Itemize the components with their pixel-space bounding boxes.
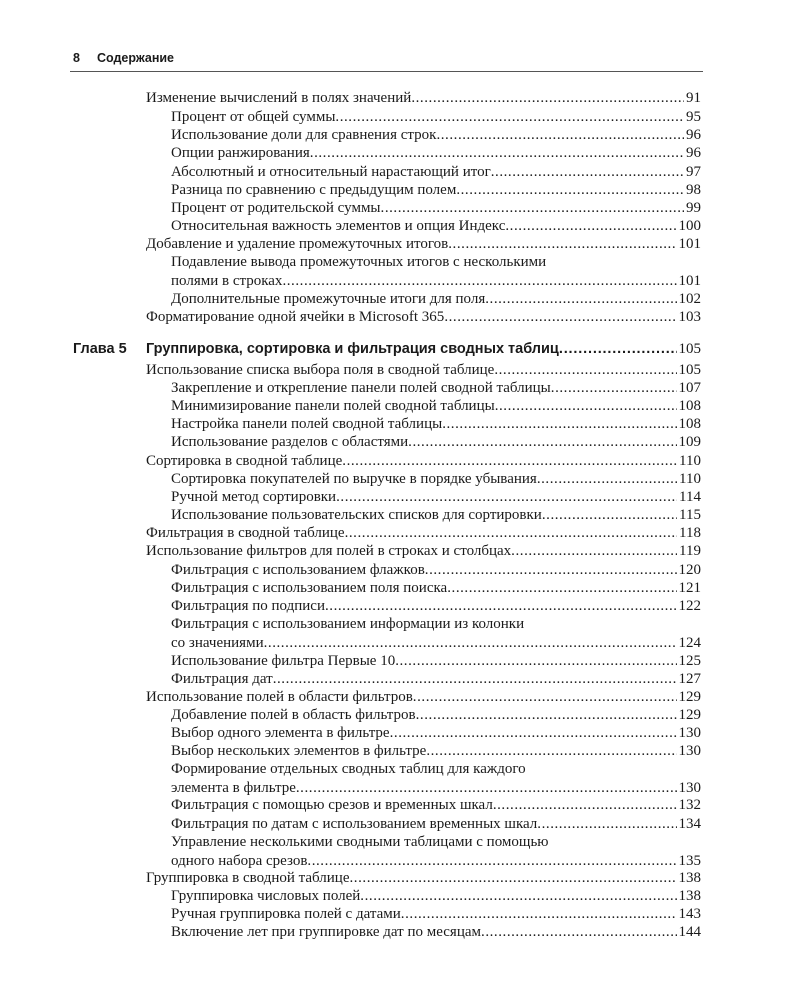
leader-dots <box>456 181 684 200</box>
leader-dots <box>336 488 677 507</box>
leader-dots <box>495 397 677 416</box>
toc-entry-title: Фильтрация по датам с использованием временных шкал <box>171 816 538 832</box>
toc-entry <box>146 542 701 561</box>
toc-entry <box>171 163 701 182</box>
toc-entry-page: 102 <box>678 291 701 307</box>
leader-dots <box>350 869 677 888</box>
toc-entry-title: Выбор нескольких элементов в фильтре <box>171 743 427 759</box>
leader-dots <box>494 361 676 380</box>
toc-entry-page: 129 <box>678 707 701 723</box>
toc-entry-title: Фильтрация с использованием поля поиска <box>171 580 448 596</box>
toc-entry <box>146 308 701 327</box>
leader-dots <box>493 796 677 815</box>
toc-entry-page: 115 <box>679 507 701 523</box>
toc-entry <box>171 217 701 236</box>
page-number: 8 <box>73 51 80 65</box>
toc-entry <box>171 652 701 671</box>
toc-entry <box>171 506 701 525</box>
toc-entry-page: 103 <box>678 309 701 325</box>
toc-entry-title: Использование доли для сравнения строк <box>171 127 437 143</box>
toc-entry <box>171 905 701 924</box>
leader-dots <box>481 923 676 942</box>
toc-entry-page: 132 <box>678 797 701 813</box>
leader-dots <box>342 452 677 471</box>
toc-entry-title: Использование фильтров для полей в строках и столбцах <box>146 543 512 559</box>
toc-entry <box>171 670 701 689</box>
toc-entry <box>171 579 701 598</box>
leader-dots <box>273 670 677 689</box>
toc-entry-page: 143 <box>678 906 701 922</box>
chapter-page: 105 <box>678 341 701 357</box>
toc-entry-page: 135 <box>678 853 701 869</box>
toc-entry-title: Группировка числовых полей <box>171 888 361 904</box>
toc-entry-page: 138 <box>678 870 701 886</box>
toc-entry <box>146 524 701 543</box>
toc-entry-page: 130 <box>678 780 701 796</box>
toc-entry <box>171 415 701 434</box>
toc-entry <box>171 144 701 163</box>
toc-entry-title: Сортировка покупателей по выручке в порядке убывания <box>171 471 537 487</box>
toc-entry <box>171 742 701 761</box>
toc-entry-page: 118 <box>679 525 701 541</box>
leader-dots <box>511 542 677 561</box>
toc-entry-title: Группировка в сводной таблице <box>146 870 350 886</box>
leader-dots <box>444 308 676 327</box>
toc-entry <box>171 488 701 507</box>
leader-dots <box>390 724 677 743</box>
toc-entry-title: Фильтрация в сводной таблице <box>146 525 345 541</box>
toc-entry-page: 119 <box>679 543 701 559</box>
toc-entry-title: со значениями <box>171 635 264 651</box>
leader-dots <box>491 163 684 182</box>
leader-dots <box>447 579 676 598</box>
toc-entry <box>171 887 701 906</box>
toc-entry-page: 99 <box>686 200 701 216</box>
leader-dots <box>551 379 677 398</box>
leader-dots <box>282 272 676 291</box>
toc-entry <box>171 470 701 489</box>
toc-entry-page: 144 <box>678 924 701 940</box>
leader-dots <box>413 688 677 707</box>
toc-entry <box>171 706 701 725</box>
leader-dots <box>310 144 684 163</box>
toc-entry-title: Включение лет при группировке дат по месяцам <box>171 924 482 940</box>
leader-dots <box>411 89 684 108</box>
toc-entry <box>171 433 701 452</box>
toc-entry <box>171 379 701 398</box>
toc-entry <box>171 724 701 743</box>
chapter-entry <box>146 340 701 359</box>
toc-entry <box>171 923 701 942</box>
toc-entry-page: 134 <box>678 816 701 832</box>
running-title: Содержание <box>97 51 175 65</box>
leader-dots <box>505 217 676 236</box>
toc-entry-page: 129 <box>678 689 701 705</box>
leader-dots <box>381 199 684 218</box>
toc-entry-page: 101 <box>678 273 701 289</box>
toc-entry-page: 124 <box>678 635 701 651</box>
toc-entry <box>171 290 701 309</box>
leader-dots <box>442 415 676 434</box>
toc-entry-title: Использование фильтра Первые 10 <box>171 653 396 669</box>
toc-entry-title: Фильтрация с помощью срезов и временных шкал <box>171 797 493 813</box>
toc-entry-title: Использование пользовательских списков для сортировки <box>171 507 542 523</box>
toc-entry-page: 91 <box>686 90 701 106</box>
toc-entry-page: 125 <box>678 653 701 669</box>
toc-entry-title-line1: Формирование отдельных сводных таблиц для каждого <box>171 761 526 777</box>
toc-entry-title: Процент от родительской суммы <box>171 200 381 216</box>
leader-dots <box>436 126 684 145</box>
leader-dots <box>559 340 677 359</box>
toc-entry-title: Ручная группировка полей с датами <box>171 906 401 922</box>
toc-entry-page: 95 <box>686 109 701 125</box>
toc-entry <box>146 869 701 888</box>
toc-entry-title-line1: Подавление вывода промежуточных итогов с несколькими <box>171 254 547 270</box>
leader-dots <box>537 815 676 834</box>
toc-entry <box>171 253 701 291</box>
toc-entry-title: Использование разделов с областями <box>171 434 409 450</box>
leader-dots <box>395 652 676 671</box>
toc-entry-title: Добавление полей в область фильтров <box>171 707 416 723</box>
toc-entry-title: Разница по сравнению с предыдущим полем <box>171 182 457 198</box>
toc-entry <box>171 108 701 127</box>
toc-entry <box>171 126 701 145</box>
toc-entry-title: Добавление и удаление промежуточных итогов <box>146 236 449 252</box>
toc-entry-title: Закрепление и открепление панели полей сводной таблицы <box>171 380 551 396</box>
leader-dots <box>401 905 677 924</box>
toc-entry <box>171 199 701 218</box>
toc-entry-title: Фильтрация дат <box>171 671 273 687</box>
toc-entry <box>146 452 701 471</box>
toc-entry-title-line1: Фильтрация с использованием информации из колонки <box>171 616 525 632</box>
toc-entry <box>171 397 701 416</box>
toc-entry-title: Настройка панели полей сводной таблицы <box>171 416 443 432</box>
toc-entry-page: 130 <box>678 743 701 759</box>
toc-entry <box>171 833 701 871</box>
toc-entry <box>171 181 701 200</box>
toc-entry-page: 110 <box>679 471 701 487</box>
toc-entry-title: элемента в фильтре <box>171 780 296 796</box>
leader-dots <box>345 524 677 543</box>
toc-entry-page: 101 <box>678 236 701 252</box>
toc-entry-page: 96 <box>686 145 701 161</box>
toc-entry-page: 114 <box>679 489 701 505</box>
toc-entry <box>146 688 701 707</box>
leader-dots <box>325 597 677 616</box>
toc-entry-title: Форматирование одной ячейки в Microsoft 365 <box>146 309 445 325</box>
toc-entry-page: 120 <box>678 562 701 578</box>
leader-dots <box>426 742 676 761</box>
toc-entry <box>171 597 701 616</box>
toc-entry-page: 138 <box>678 888 701 904</box>
toc-entry <box>146 361 701 380</box>
toc-entry-page: 130 <box>678 725 701 741</box>
toc-entry-title: Минимизирование панели полей сводной таблицы <box>171 398 495 414</box>
leader-dots <box>537 470 677 489</box>
leader-dots <box>448 235 676 254</box>
toc-entry <box>171 561 701 580</box>
toc-entry-title: Использование полей в области фильтров <box>146 689 413 705</box>
chapter-label: Глава 5 <box>73 341 127 357</box>
toc-entry-title: полями в строках <box>171 273 283 289</box>
toc-entry-page: 108 <box>678 416 701 432</box>
toc-entry-page: 107 <box>678 380 701 396</box>
toc-entry-title: Сортировка в сводной таблице <box>146 453 343 469</box>
toc-entry-title-line1: Управление несколькими сводными таблицами с помощью <box>171 834 549 850</box>
toc-entry-page: 127 <box>678 671 701 687</box>
toc-entry-page: 97 <box>686 164 701 180</box>
leader-dots <box>264 634 677 653</box>
toc-entry-title: Абсолютный и относительный нарастающий итог <box>171 164 491 180</box>
toc-entry-page: 109 <box>678 434 701 450</box>
toc-entry <box>171 796 701 815</box>
toc-entry-page: 105 <box>678 362 701 378</box>
toc-entry <box>171 615 701 653</box>
toc-entry <box>146 235 701 254</box>
toc-entry-title: Фильтрация по подписи <box>171 598 325 614</box>
toc-entry-title: Выбор одного элемента в фильтре <box>171 725 390 741</box>
toc-entry-title: одного набора срезов <box>171 853 308 869</box>
leader-dots <box>416 706 677 725</box>
toc-entry <box>171 815 701 834</box>
toc-entry <box>171 760 701 798</box>
toc-entry-page: 98 <box>686 182 701 198</box>
toc-entry-title: Использование списка выбора поля в сводной таблице <box>146 362 495 378</box>
toc-entry-title: Дополнительные промежуточные итоги для поля <box>171 291 486 307</box>
toc-entry <box>146 89 701 108</box>
toc-entry-title: Процент от общей суммы <box>171 109 336 125</box>
toc-entry-title: Относительная важность элементов и опция Индекс <box>171 218 506 234</box>
leader-dots <box>360 887 676 906</box>
leader-dots <box>542 506 677 525</box>
toc-entry-title: Изменение вычислений в полях значений <box>146 90 412 106</box>
toc-entry-page: 121 <box>678 580 701 596</box>
toc-entry-title: Фильтрация с использованием флажков <box>171 562 425 578</box>
chapter-title: Группировка, сортировка и фильтрация сводных таблиц <box>146 341 559 357</box>
leader-dots <box>425 561 677 580</box>
leader-dots <box>485 290 676 309</box>
leader-dots <box>408 433 676 452</box>
toc-entry-page: 108 <box>678 398 701 414</box>
toc-entry-title: Опции ранжирования <box>171 145 310 161</box>
toc-entry-page: 110 <box>679 453 701 469</box>
toc-entry-page: 100 <box>678 218 701 234</box>
toc-entry-page: 122 <box>678 598 701 614</box>
toc-entry-page: 96 <box>686 127 701 143</box>
toc-entry-title: Ручной метод сортировки <box>171 489 337 505</box>
leader-dots <box>335 108 684 127</box>
